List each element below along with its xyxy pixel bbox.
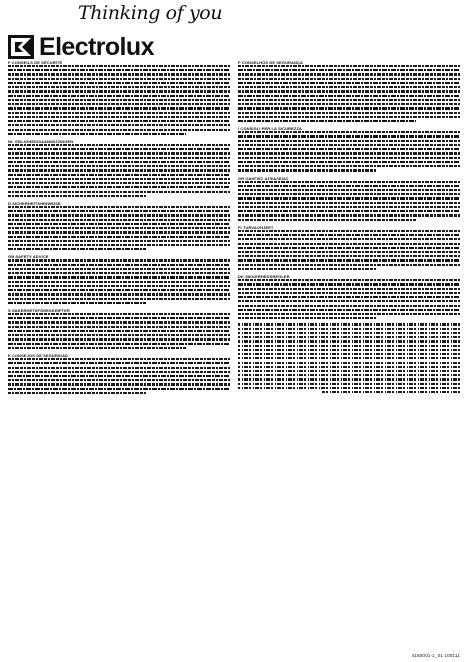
section-heading: NL VEILIGHEIDSAANWIJZINGEN xyxy=(8,138,74,144)
section-body-text xyxy=(8,144,230,197)
language-section xyxy=(8,308,230,349)
section-heading: I CONSIGLI PER LA SICUREZZA xyxy=(238,126,302,132)
language-section xyxy=(238,176,460,221)
section-body-text xyxy=(238,230,460,270)
arabic-section xyxy=(238,323,460,393)
section-heading: S SÄKERHETSFÖRESKRIFTER xyxy=(8,308,70,313)
left-column xyxy=(8,60,230,398)
language-section xyxy=(8,201,230,251)
arabic-body-text xyxy=(238,323,460,393)
right-column xyxy=(238,60,460,395)
section-heading: DK SIKKERHEDSREGLER xyxy=(238,274,290,280)
section-heading: P CONSELHOS DE SEGURANÇA xyxy=(238,60,304,65)
language-section xyxy=(238,126,460,171)
section-body-text xyxy=(238,181,460,221)
language-section xyxy=(8,353,230,394)
section-body-text xyxy=(238,279,460,319)
section-heading: E CONSEJOS DE SEGURIDAD xyxy=(8,353,69,359)
section-body-text xyxy=(238,65,460,122)
section-heading: GR ΟΔΗΓΙΕΣ ΑΣΦΑΛΕΙΑΣ xyxy=(238,175,289,181)
language-section xyxy=(8,60,230,135)
language-section xyxy=(238,225,460,270)
section-heading: GB SAFETY ADVICE xyxy=(8,254,49,260)
document-code: 4160001-1_01 100111 xyxy=(411,653,460,658)
language-section xyxy=(8,254,230,304)
section-body-text xyxy=(8,313,230,349)
electrolux-mark-icon xyxy=(8,35,34,59)
electrolux-logo xyxy=(8,34,154,60)
section-body-text xyxy=(8,259,230,304)
section-body-text xyxy=(8,206,230,251)
section-heading: D SICHERHEITSHINWEISE xyxy=(8,200,61,206)
language-section xyxy=(8,139,230,197)
brand-wordmark: Electrolux xyxy=(39,33,154,61)
section-body-text xyxy=(238,131,460,171)
section-heading: F CONSEILS DE SÉCURITÉ xyxy=(8,60,63,65)
language-section xyxy=(238,60,460,122)
language-section xyxy=(238,274,460,319)
section-body-text xyxy=(8,358,230,394)
brand-tagline: Thinking of you xyxy=(78,2,223,24)
section-heading: FI TURVAOHJEET xyxy=(238,224,274,230)
section-body-text xyxy=(8,65,230,135)
